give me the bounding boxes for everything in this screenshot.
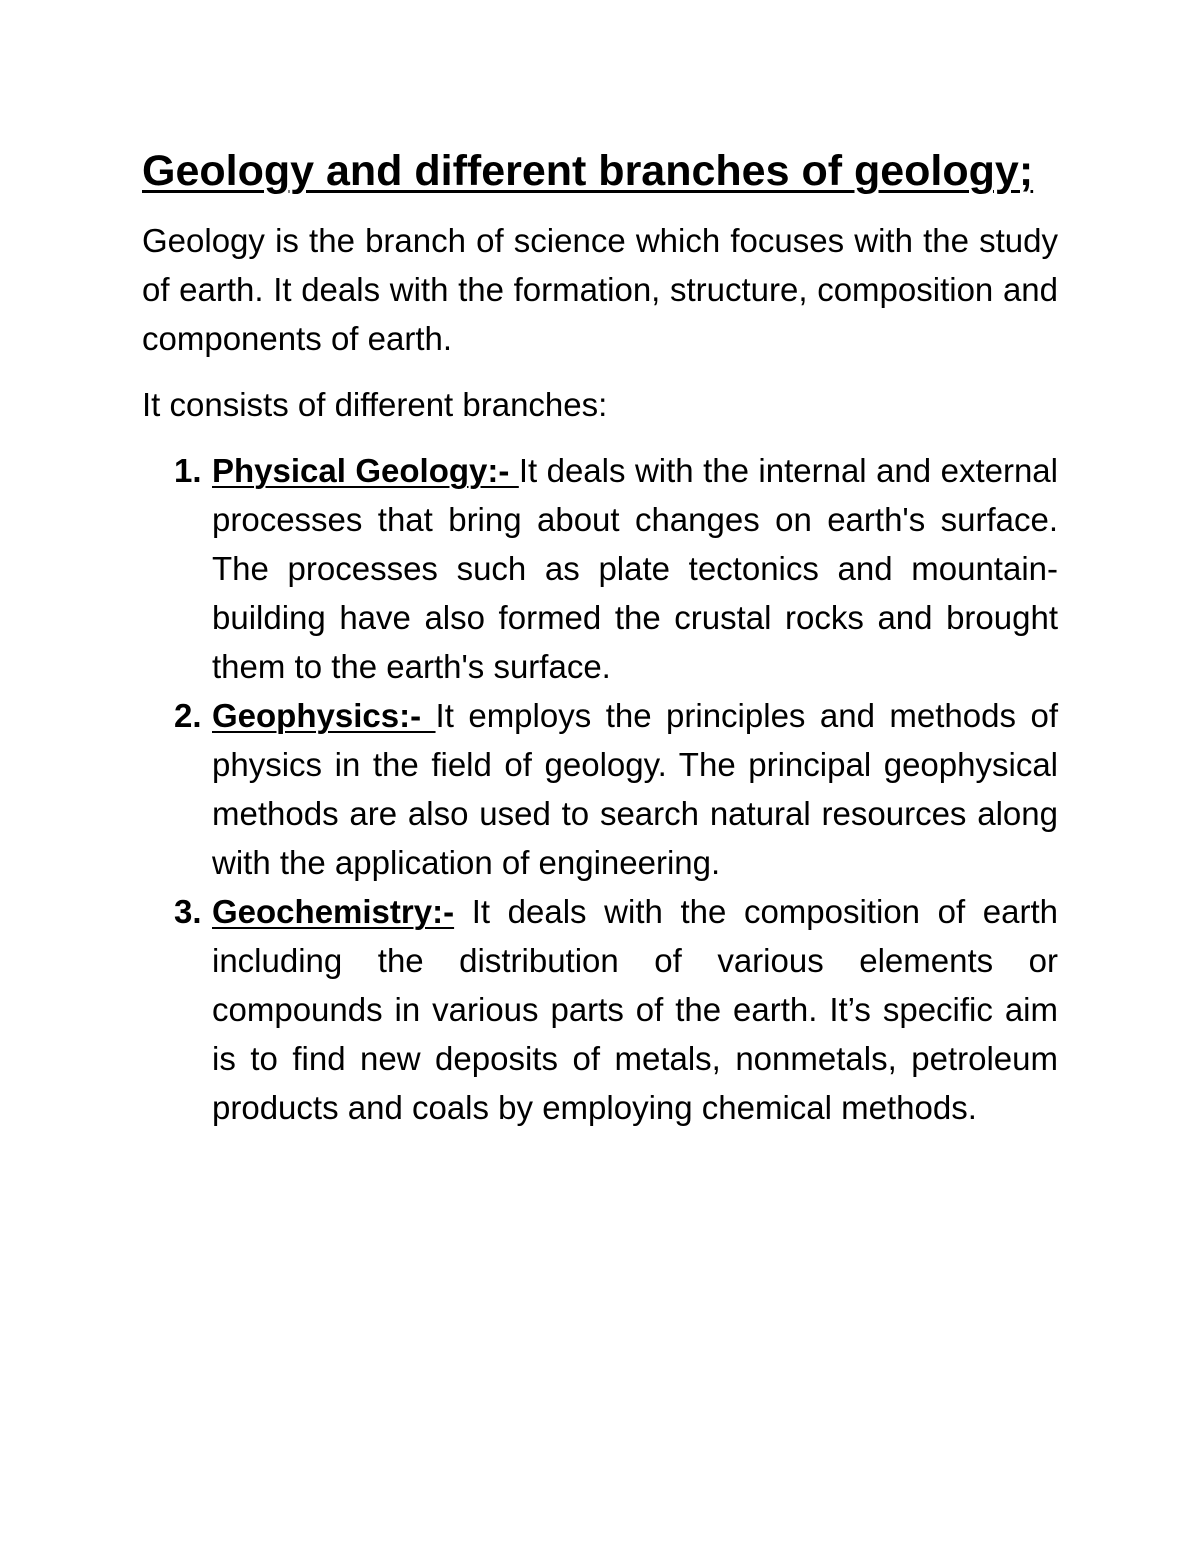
branch-item-physical-geology [142, 446, 1058, 691]
branch-number: 2. [174, 697, 202, 734]
branch-term: Geophysics:- [212, 697, 436, 734]
branch-description: It employs the principles and methods of physics in the field of geology. The principal geophysical methods are also used to search natural resources along with the application of engineering. [212, 697, 1058, 881]
branch-number: 1. [174, 452, 202, 489]
branches-intro: It consists of different branches: [142, 386, 608, 423]
branch-term: Geochemistry:- [212, 893, 455, 930]
branch-item-geochemistry [142, 887, 1058, 1132]
branch-list [142, 446, 1058, 1132]
branch-description: It deals with the internal and external processes that bring about changes on earth's surface. The processes such as plate tectonics and mountain-building have also formed the crustal rocks and brought them to the earth's surface. [212, 452, 1058, 685]
document-title: Geology and different branches of geology; [142, 147, 1034, 195]
branch-number: 3. [174, 893, 202, 930]
document-page [142, 140, 1058, 1132]
branch-item-geophysics [142, 691, 1058, 887]
branch-description: It deals with the composition of earth including the distribution of various elements or compounds in various parts of the earth. It’s specific aim is to find new deposits of metals, nonmetals, petroleum products and coals by employing chemical methods. [212, 893, 1058, 1126]
branch-term: Physical Geology:- [212, 452, 519, 489]
intro-paragraph: Geology is the branch of science which focuses with the study of earth. It deals with the formation, structure, composition and components of earth. [142, 222, 1058, 357]
